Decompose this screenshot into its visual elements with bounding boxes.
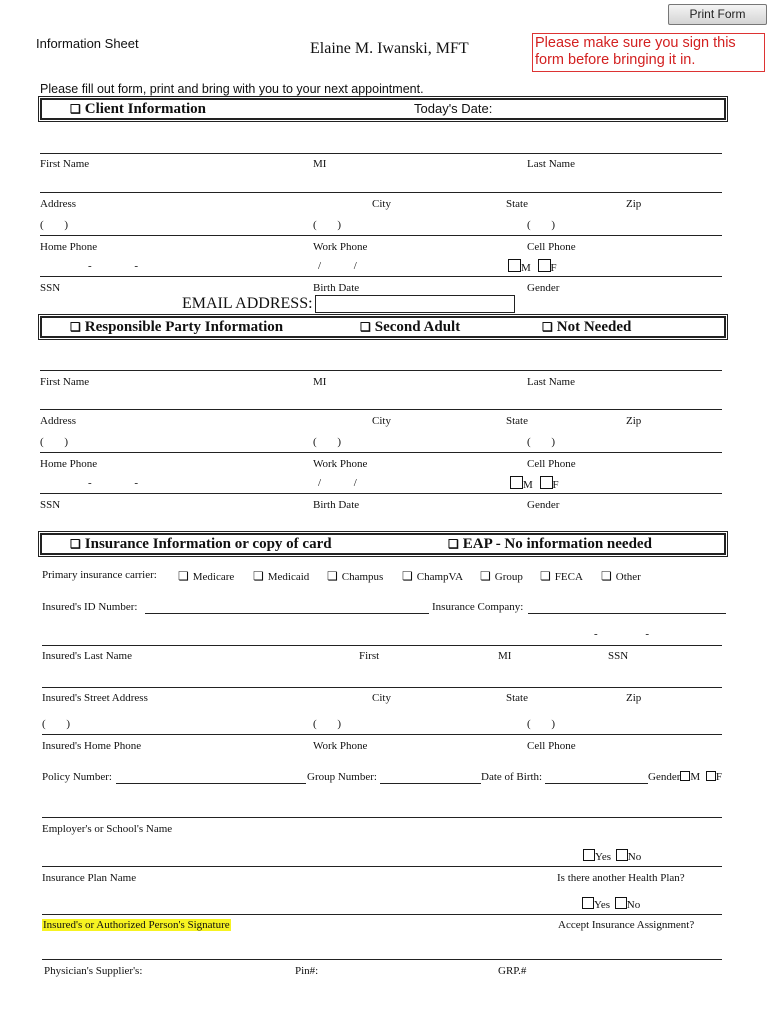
first-name-label: First Name bbox=[40, 158, 90, 170]
another-plan-yes-checkbox[interactable] bbox=[583, 849, 595, 861]
male-checkbox[interactable] bbox=[508, 259, 521, 272]
rp-birth-date-label: Birth Date bbox=[313, 499, 360, 511]
rp-male-checkbox[interactable] bbox=[510, 476, 523, 489]
birth-date-label: Birth Date bbox=[313, 282, 360, 294]
insured-male-checkbox[interactable] bbox=[680, 771, 690, 781]
employer-label: Employer's or School's Name bbox=[42, 823, 173, 835]
dob-line[interactable] bbox=[545, 783, 648, 784]
rp-cell-phone-label: Cell Phone bbox=[527, 458, 576, 470]
checkbox-icon[interactable]: ❏ bbox=[327, 569, 338, 583]
rp-home-phone-label: Home Phone bbox=[40, 458, 98, 470]
rp-ssn-dashes[interactable]: - - bbox=[88, 477, 139, 489]
rp-first-name-line[interactable] bbox=[40, 370, 722, 371]
insured-city-label: City bbox=[372, 692, 391, 704]
checkbox-icon[interactable]: ❏ bbox=[178, 569, 189, 583]
plan-name-line[interactable] bbox=[42, 866, 722, 867]
insured-id-line[interactable] bbox=[145, 613, 429, 614]
physician-line[interactable] bbox=[42, 959, 722, 960]
rp-address-line[interactable] bbox=[40, 409, 722, 410]
accept-no-checkbox[interactable] bbox=[615, 897, 627, 909]
carrier-feca[interactable]: ❏ FECA bbox=[540, 569, 583, 583]
practitioner-name: Elaine M. Iwanski, MFT bbox=[310, 40, 469, 57]
insured-gender-options: Gender M F bbox=[648, 771, 723, 783]
insured-mi-label: MI bbox=[498, 650, 512, 662]
checkbox-icon[interactable]: ❏ bbox=[448, 537, 459, 551]
insured-work-area-code[interactable]: ( ) bbox=[313, 718, 342, 730]
zip-label: Zip bbox=[626, 198, 642, 210]
pin-label: Pin#: bbox=[295, 965, 319, 977]
insured-ssn-dashes[interactable]: - - bbox=[594, 628, 650, 640]
accept-assignment-label: Accept Insurance Assignment? bbox=[558, 919, 695, 931]
rp-home-area-code[interactable]: ( ) bbox=[40, 436, 69, 448]
plan-name-label: Insurance Plan Name bbox=[42, 872, 137, 884]
carrier-other[interactable]: ❏ Other bbox=[601, 569, 641, 583]
policy-number-line[interactable] bbox=[116, 783, 306, 784]
rp-mi-label: MI bbox=[313, 376, 327, 388]
group-number-line[interactable] bbox=[380, 783, 481, 784]
primary-carrier-label: Primary insurance carrier: bbox=[42, 569, 157, 581]
carrier-medicare[interactable]: ❏ Medicare bbox=[178, 569, 235, 583]
city-label: City bbox=[372, 198, 391, 210]
carrier-champva[interactable]: ❏ ChampVA bbox=[402, 569, 464, 583]
insurance-company-label: Insurance Company: bbox=[432, 601, 524, 613]
work-phone-label: Work Phone bbox=[313, 241, 368, 253]
todays-date-label: Today's Date: bbox=[414, 101, 493, 116]
cell-area-code[interactable]: ( ) bbox=[527, 219, 556, 231]
email-input[interactable] bbox=[315, 295, 515, 313]
checkbox-icon[interactable]: ❏ bbox=[402, 569, 413, 583]
rp-gender-options: M F bbox=[510, 476, 559, 491]
carrier-group[interactable]: ❏ Group bbox=[480, 569, 523, 583]
insured-address-line[interactable] bbox=[42, 687, 722, 688]
checkbox-icon[interactable]: ❏ bbox=[70, 537, 81, 551]
insured-work-phone-label: Work Phone bbox=[313, 740, 368, 752]
checkbox-icon[interactable]: ❏ bbox=[540, 569, 551, 583]
policy-number-label: Policy Number: bbox=[42, 771, 112, 783]
insured-ssn-label: SSN bbox=[608, 650, 629, 662]
checkbox-icon[interactable]: ❏ bbox=[70, 102, 81, 116]
group-number-label: Group Number: bbox=[307, 771, 377, 783]
signature-label: Insured's or Authorized Person's Signature bbox=[43, 919, 230, 931]
accept-assignment-options: Yes No bbox=[582, 897, 640, 911]
checkbox-icon[interactable]: ❏ bbox=[542, 320, 553, 334]
address-line[interactable] bbox=[40, 192, 722, 193]
dob-label: Date of Birth: bbox=[481, 771, 543, 783]
insured-home-area-code[interactable]: ( ) bbox=[42, 718, 71, 730]
address-label: Address bbox=[40, 198, 77, 210]
signature-line[interactable] bbox=[42, 914, 722, 915]
rp-zip-label: Zip bbox=[626, 415, 642, 427]
client-info-title: ❏ Client Information bbox=[70, 101, 207, 117]
last-name-label: Last Name bbox=[527, 158, 575, 170]
rp-work-area-code[interactable]: ( ) bbox=[313, 436, 342, 448]
rp-ssn-line[interactable] bbox=[40, 493, 722, 494]
female-checkbox[interactable] bbox=[538, 259, 551, 272]
home-area-code[interactable]: ( ) bbox=[40, 219, 69, 231]
insured-home-phone-label: Insured's Home Phone bbox=[42, 740, 142, 752]
client-info-bar bbox=[40, 98, 726, 120]
print-form-button[interactable]: Print Form bbox=[668, 4, 767, 25]
rp-last-name-label: Last Name bbox=[527, 376, 575, 388]
rp-cell-area-code[interactable]: ( ) bbox=[527, 436, 556, 448]
rp-state-label: State bbox=[506, 415, 528, 427]
ssn-label: SSN bbox=[40, 282, 61, 294]
birth-date-slashes[interactable]: / / bbox=[318, 260, 357, 272]
insured-last-name-label: Insured's Last Name bbox=[42, 650, 132, 662]
instructions-text: Please fill out form, print and bring with you to your next appointment. bbox=[40, 82, 424, 96]
state-label: State bbox=[506, 198, 528, 210]
rp-birth-date-slashes[interactable]: / / bbox=[318, 477, 357, 489]
responsible-party-bar bbox=[40, 316, 726, 338]
rp-phone-line[interactable] bbox=[40, 452, 722, 453]
carrier-medicaid[interactable]: ❏ Medicaid bbox=[253, 569, 310, 583]
home-phone-label: Home Phone bbox=[40, 241, 98, 253]
work-area-code[interactable]: ( ) bbox=[313, 219, 342, 231]
carrier-champus[interactable]: ❏ Champus bbox=[327, 569, 384, 583]
insured-state-label: State bbox=[506, 692, 528, 704]
rp-work-phone-label: Work Phone bbox=[313, 458, 368, 470]
checkbox-icon[interactable]: ❏ bbox=[360, 320, 371, 334]
checkbox-icon[interactable]: ❏ bbox=[480, 569, 491, 583]
second-adult-option: ❏ Second Adult bbox=[360, 319, 461, 335]
checkbox-icon[interactable]: ❏ bbox=[70, 320, 81, 334]
rp-address-label: Address bbox=[40, 415, 77, 427]
rp-ssn-label: SSN bbox=[40, 499, 61, 511]
first-name-line[interactable] bbox=[40, 153, 722, 154]
another-plan-no-checkbox[interactable] bbox=[616, 849, 628, 861]
rp-gender-label: Gender bbox=[527, 499, 560, 511]
gender-label: Gender bbox=[527, 282, 560, 294]
insurance-title: ❏ Insurance Information or copy of card bbox=[70, 536, 332, 552]
rp-female-checkbox[interactable] bbox=[540, 476, 553, 489]
ssn-dashes[interactable]: - - bbox=[88, 260, 139, 272]
phone-line[interactable] bbox=[40, 235, 722, 236]
insurance-company-line[interactable] bbox=[528, 613, 726, 614]
insurance-bar bbox=[40, 533, 726, 555]
insured-id-label: Insured's ID Number: bbox=[42, 601, 138, 613]
rp-first-name-label: First Name bbox=[40, 376, 90, 388]
mi-label: MI bbox=[313, 158, 327, 170]
rp-city-label: City bbox=[372, 415, 391, 427]
another-plan-options: Yes No bbox=[583, 849, 641, 863]
checkbox-icon[interactable]: ❏ bbox=[601, 569, 612, 583]
grp-label: GRP.# bbox=[498, 965, 527, 977]
email-label: EMAIL ADDRESS: bbox=[182, 295, 313, 312]
employer-line[interactable] bbox=[42, 817, 722, 818]
checkbox-icon[interactable]: ❏ bbox=[253, 569, 264, 583]
physician-label: Physician's Supplier's: bbox=[44, 965, 143, 977]
gender-options: M F bbox=[508, 259, 557, 274]
info-sheet-label: Information Sheet bbox=[36, 36, 139, 51]
insured-zip-label: Zip bbox=[626, 692, 642, 704]
responsible-party-title: ❏ Responsible Party Information bbox=[70, 319, 284, 335]
insured-street-label: Insured's Street Address bbox=[42, 692, 148, 704]
insured-first-label: First bbox=[359, 650, 380, 662]
ssn-line[interactable] bbox=[40, 276, 722, 277]
insured-cell-area-code[interactable]: ( ) bbox=[527, 718, 556, 730]
accept-yes-checkbox[interactable] bbox=[582, 897, 594, 909]
insured-name-line[interactable] bbox=[42, 645, 722, 646]
not-needed-option: ❏ Not Needed bbox=[542, 319, 632, 335]
insured-female-checkbox[interactable] bbox=[706, 771, 716, 781]
insured-cell-phone-label: Cell Phone bbox=[527, 740, 576, 752]
insured-phone-line[interactable] bbox=[42, 734, 722, 735]
cell-phone-label: Cell Phone bbox=[527, 241, 576, 253]
another-plan-label: Is there another Health Plan? bbox=[557, 872, 685, 884]
sign-notice: Please make sure you sign this form before bringing it in. bbox=[532, 33, 765, 72]
eap-option: ❏ EAP - No information needed bbox=[448, 536, 652, 552]
